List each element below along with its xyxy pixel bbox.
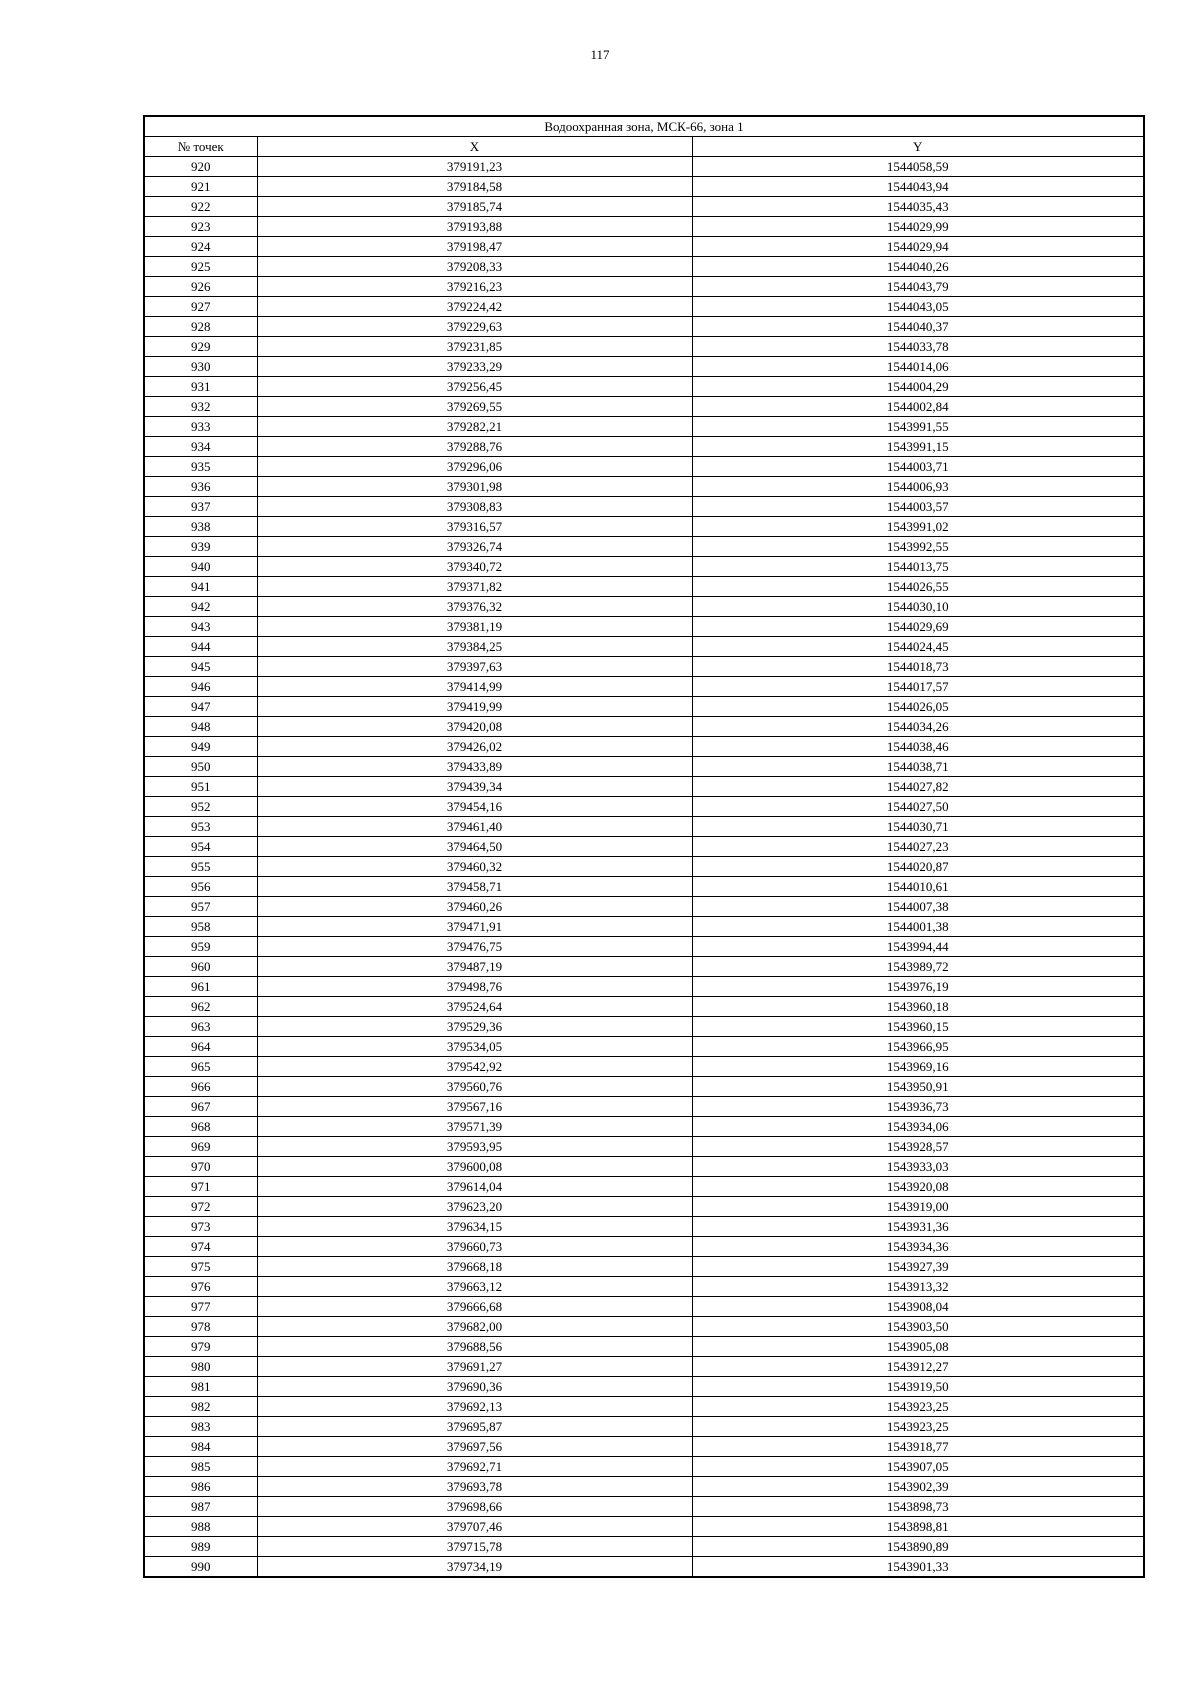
cell-x: 379208,33: [257, 257, 692, 277]
cell-y: 1544024,45: [692, 637, 1144, 657]
cell-point-number: 981: [144, 1377, 257, 1397]
cell-y: 1543913,32: [692, 1277, 1144, 1297]
cell-point-number: 937: [144, 497, 257, 517]
cell-point-number: 920: [144, 157, 257, 177]
table-row: [144, 177, 1144, 197]
cell-y: 1544026,05: [692, 697, 1144, 717]
cell-point-number: 979: [144, 1337, 257, 1357]
table-row: [144, 717, 1144, 737]
cell-x: 379623,20: [257, 1197, 692, 1217]
cell-point-number: 957: [144, 897, 257, 917]
table-row: [144, 1497, 1144, 1517]
table-row: [144, 957, 1144, 977]
cell-y: 1544027,23: [692, 837, 1144, 857]
cell-x: 379560,76: [257, 1077, 692, 1097]
table-row: [144, 517, 1144, 537]
cell-y: 1543933,03: [692, 1157, 1144, 1177]
cell-point-number: 939: [144, 537, 257, 557]
cell-y: 1543918,77: [692, 1437, 1144, 1457]
table-row: [144, 157, 1144, 177]
cell-x: 379288,76: [257, 437, 692, 457]
cell-y: 1543994,44: [692, 937, 1144, 957]
cell-y: 1543903,50: [692, 1317, 1144, 1337]
cell-y: 1544040,26: [692, 257, 1144, 277]
table-row: [144, 837, 1144, 857]
cell-point-number: 924: [144, 237, 257, 257]
cell-y: 1543898,81: [692, 1517, 1144, 1537]
cell-point-number: 977: [144, 1297, 257, 1317]
cell-y: 1543991,02: [692, 517, 1144, 537]
cell-x: 379600,08: [257, 1157, 692, 1177]
cell-point-number: 973: [144, 1217, 257, 1237]
cell-point-number: 927: [144, 297, 257, 317]
cell-x: 379308,83: [257, 497, 692, 517]
cell-point-number: 950: [144, 757, 257, 777]
table-row: [144, 897, 1144, 917]
cell-point-number: 932: [144, 397, 257, 417]
cell-point-number: 963: [144, 1017, 257, 1037]
cell-x: 379529,36: [257, 1017, 692, 1037]
table-row: [144, 217, 1144, 237]
cell-point-number: 930: [144, 357, 257, 377]
cell-point-number: 984: [144, 1437, 257, 1457]
cell-x: 379185,74: [257, 197, 692, 217]
table-row: [144, 1037, 1144, 1057]
cell-y: 1543908,04: [692, 1297, 1144, 1317]
cell-point-number: 982: [144, 1397, 257, 1417]
cell-x: 379698,66: [257, 1497, 692, 1517]
cell-point-number: 929: [144, 337, 257, 357]
table-row: [144, 1177, 1144, 1197]
table-row: [144, 1357, 1144, 1377]
table-row: [144, 1197, 1144, 1217]
cell-point-number: 968: [144, 1117, 257, 1137]
cell-point-number: 940: [144, 557, 257, 577]
cell-y: 1543912,27: [692, 1357, 1144, 1377]
cell-x: 379397,63: [257, 657, 692, 677]
table-row: [144, 1117, 1144, 1137]
cell-y: 1543928,57: [692, 1137, 1144, 1157]
cell-y: 1543991,55: [692, 417, 1144, 437]
cell-x: 379663,12: [257, 1277, 692, 1297]
cell-point-number: 949: [144, 737, 257, 757]
page-number: 117: [590, 47, 610, 62]
table-row: [144, 1457, 1144, 1477]
table-row: [144, 1077, 1144, 1097]
cell-x: 379301,98: [257, 477, 692, 497]
table-row: [144, 1137, 1144, 1157]
cell-x: 379666,68: [257, 1297, 692, 1317]
table-row: [144, 197, 1144, 217]
table-row: [144, 1557, 1144, 1578]
cell-point-number: 953: [144, 817, 257, 837]
coordinates-table: [143, 115, 1145, 1578]
cell-x: 379282,21: [257, 417, 692, 437]
cell-x: 379534,05: [257, 1037, 692, 1057]
table-row: [144, 1277, 1144, 1297]
cell-x: 379326,74: [257, 537, 692, 557]
cell-x: 379371,82: [257, 577, 692, 597]
table-row: [144, 857, 1144, 877]
cell-x: 379420,08: [257, 717, 692, 737]
cell-y: 1544007,38: [692, 897, 1144, 917]
table-row: [144, 597, 1144, 617]
cell-y: 1544030,71: [692, 817, 1144, 837]
table-row: [144, 397, 1144, 417]
table-row: [144, 1317, 1144, 1337]
table-row: [144, 1057, 1144, 1077]
cell-point-number: 945: [144, 657, 257, 677]
cell-x: 379256,45: [257, 377, 692, 397]
cell-y: 1543927,39: [692, 1257, 1144, 1277]
cell-y: 1544018,73: [692, 657, 1144, 677]
cell-point-number: 938: [144, 517, 257, 537]
table-row: [144, 497, 1144, 517]
cell-y: 1543966,95: [692, 1037, 1144, 1057]
table-row: [144, 337, 1144, 357]
cell-point-number: 965: [144, 1057, 257, 1077]
cell-x: 379224,42: [257, 297, 692, 317]
cell-x: 379460,26: [257, 897, 692, 917]
cell-point-number: 983: [144, 1417, 257, 1437]
table-row: [144, 297, 1144, 317]
cell-x: 379697,56: [257, 1437, 692, 1457]
cell-point-number: 928: [144, 317, 257, 337]
cell-x: 379296,06: [257, 457, 692, 477]
cell-point-number: 942: [144, 597, 257, 617]
cell-x: 379682,00: [257, 1317, 692, 1337]
cell-point-number: 966: [144, 1077, 257, 1097]
table-row: [144, 577, 1144, 597]
cell-point-number: 961: [144, 977, 257, 997]
table-row: [144, 1217, 1144, 1237]
cell-x: 379695,87: [257, 1417, 692, 1437]
cell-point-number: 944: [144, 637, 257, 657]
cell-x: 379376,32: [257, 597, 692, 617]
cell-point-number: 970: [144, 1157, 257, 1177]
table-row: [144, 1337, 1144, 1357]
cell-point-number: 925: [144, 257, 257, 277]
cell-y: 1544033,78: [692, 337, 1144, 357]
cell-y: 1544003,71: [692, 457, 1144, 477]
table-row: [144, 557, 1144, 577]
cell-point-number: 921: [144, 177, 257, 197]
cell-y: 1544010,61: [692, 877, 1144, 897]
cell-y: 1543905,08: [692, 1337, 1144, 1357]
cell-x: 379229,63: [257, 317, 692, 337]
cell-y: 1544027,82: [692, 777, 1144, 797]
cell-y: 1543976,19: [692, 977, 1144, 997]
cell-y: 1544038,71: [692, 757, 1144, 777]
cell-y: 1544040,37: [692, 317, 1144, 337]
cell-point-number: 943: [144, 617, 257, 637]
table-row: [144, 737, 1144, 757]
cell-x: 379461,40: [257, 817, 692, 837]
cell-y: 1543907,05: [692, 1457, 1144, 1477]
table-row: [144, 917, 1144, 937]
table-row: [144, 1237, 1144, 1257]
table-row: [144, 437, 1144, 457]
cell-y: 1543898,73: [692, 1497, 1144, 1517]
table-row: [144, 237, 1144, 257]
cell-y: 1543923,25: [692, 1397, 1144, 1417]
cell-x: 379419,99: [257, 697, 692, 717]
table-header-row: [144, 137, 1144, 157]
cell-point-number: 952: [144, 797, 257, 817]
cell-x: 379498,76: [257, 977, 692, 997]
cell-point-number: 972: [144, 1197, 257, 1217]
cell-point-number: 987: [144, 1497, 257, 1517]
cell-y: 1544043,94: [692, 177, 1144, 197]
cell-y: 1543992,55: [692, 537, 1144, 557]
cell-y: 1543931,36: [692, 1217, 1144, 1237]
cell-x: 379715,78: [257, 1537, 692, 1557]
cell-y: 1543919,00: [692, 1197, 1144, 1217]
cell-x: 379458,71: [257, 877, 692, 897]
cell-point-number: 922: [144, 197, 257, 217]
cell-point-number: 948: [144, 717, 257, 737]
table-title-row: [144, 116, 1144, 137]
cell-point-number: 923: [144, 217, 257, 237]
cell-y: 1543989,72: [692, 957, 1144, 977]
cell-y: 1544058,59: [692, 157, 1144, 177]
table-row: [144, 877, 1144, 897]
table-row: [144, 277, 1144, 297]
table-row: [144, 1257, 1144, 1277]
cell-x: 379692,71: [257, 1457, 692, 1477]
table-row: [144, 1157, 1144, 1177]
cell-y: 1543960,18: [692, 997, 1144, 1017]
cell-y: 1544004,29: [692, 377, 1144, 397]
table-row: [144, 537, 1144, 557]
header-x: X: [257, 137, 692, 157]
cell-y: 1543960,15: [692, 1017, 1144, 1037]
table-row: [144, 1537, 1144, 1557]
cell-point-number: 946: [144, 677, 257, 697]
cell-x: 379198,47: [257, 237, 692, 257]
cell-x: 379693,78: [257, 1477, 692, 1497]
cell-y: 1544030,10: [692, 597, 1144, 617]
cell-point-number: 960: [144, 957, 257, 977]
cell-x: 379571,39: [257, 1117, 692, 1137]
cell-point-number: 954: [144, 837, 257, 857]
cell-y: 1543950,91: [692, 1077, 1144, 1097]
cell-x: 379340,72: [257, 557, 692, 577]
cell-x: 379316,57: [257, 517, 692, 537]
cell-point-number: 933: [144, 417, 257, 437]
table-row: [144, 377, 1144, 397]
cell-y: 1543934,06: [692, 1117, 1144, 1137]
cell-y: 1543969,16: [692, 1057, 1144, 1077]
cell-y: 1544029,99: [692, 217, 1144, 237]
cell-x: 379690,36: [257, 1377, 692, 1397]
cell-x: 379668,18: [257, 1257, 692, 1277]
cell-point-number: 969: [144, 1137, 257, 1157]
cell-y: 1543901,33: [692, 1557, 1144, 1578]
cell-x: 379487,19: [257, 957, 692, 977]
table-row: [144, 417, 1144, 437]
cell-x: 379460,32: [257, 857, 692, 877]
cell-point-number: 936: [144, 477, 257, 497]
cell-x: 379692,13: [257, 1397, 692, 1417]
cell-x: 379414,99: [257, 677, 692, 697]
cell-point-number: 985: [144, 1457, 257, 1477]
cell-y: 1544027,50: [692, 797, 1144, 817]
cell-x: 379734,19: [257, 1557, 692, 1578]
cell-x: 379384,25: [257, 637, 692, 657]
cell-point-number: 989: [144, 1537, 257, 1557]
cell-point-number: 980: [144, 1357, 257, 1377]
table-row: [144, 357, 1144, 377]
table-row: [144, 817, 1144, 837]
cell-point-number: 956: [144, 877, 257, 897]
cell-point-number: 959: [144, 937, 257, 957]
table-title: Водоохранная зона, МСК-66, зона 1: [144, 116, 1144, 137]
table-row: [144, 977, 1144, 997]
table-row: [144, 317, 1144, 337]
cell-x: 379184,58: [257, 177, 692, 197]
cell-point-number: 958: [144, 917, 257, 937]
cell-point-number: 926: [144, 277, 257, 297]
table-row: [144, 697, 1144, 717]
cell-x: 379193,88: [257, 217, 692, 237]
cell-x: 379454,16: [257, 797, 692, 817]
table-row: [144, 997, 1144, 1017]
cell-point-number: 990: [144, 1557, 257, 1578]
table-row: [144, 1417, 1144, 1437]
cell-x: 379524,64: [257, 997, 692, 1017]
cell-point-number: 988: [144, 1517, 257, 1537]
cell-point-number: 934: [144, 437, 257, 457]
table-row: [144, 1477, 1144, 1497]
cell-point-number: 951: [144, 777, 257, 797]
cell-x: 379471,91: [257, 917, 692, 937]
cell-y: 1543991,15: [692, 437, 1144, 457]
table-row: [144, 797, 1144, 817]
cell-point-number: 931: [144, 377, 257, 397]
cell-y: 1544026,55: [692, 577, 1144, 597]
cell-y: 1544006,93: [692, 477, 1144, 497]
cell-y: 1543902,39: [692, 1477, 1144, 1497]
cell-x: 379464,50: [257, 837, 692, 857]
cell-x: 379426,02: [257, 737, 692, 757]
cell-x: 379476,75: [257, 937, 692, 957]
cell-y: 1543934,36: [692, 1237, 1144, 1257]
cell-x: 379660,73: [257, 1237, 692, 1257]
table-row: [144, 777, 1144, 797]
table-row: [144, 617, 1144, 637]
cell-y: 1544001,38: [692, 917, 1144, 937]
cell-y: 1544020,87: [692, 857, 1144, 877]
cell-x: 379707,46: [257, 1517, 692, 1537]
table-row: [144, 1517, 1144, 1537]
cell-y: 1544003,57: [692, 497, 1144, 517]
cell-y: 1544043,79: [692, 277, 1144, 297]
cell-y: 1544029,69: [692, 617, 1144, 637]
cell-y: 1544017,57: [692, 677, 1144, 697]
table-row: [144, 1097, 1144, 1117]
cell-x: 379634,15: [257, 1217, 692, 1237]
cell-x: 379614,04: [257, 1177, 692, 1197]
cell-x: 379688,56: [257, 1337, 692, 1357]
cell-point-number: 964: [144, 1037, 257, 1057]
cell-y: 1543923,25: [692, 1417, 1144, 1437]
table-row: [144, 477, 1144, 497]
cell-x: 379433,89: [257, 757, 692, 777]
cell-point-number: 967: [144, 1097, 257, 1117]
header-point-number: № точек: [144, 137, 257, 157]
cell-x: 379567,16: [257, 1097, 692, 1117]
table-row: [144, 257, 1144, 277]
table-row: [144, 637, 1144, 657]
table-row: [144, 1017, 1144, 1037]
cell-point-number: 974: [144, 1237, 257, 1257]
cell-y: 1544043,05: [692, 297, 1144, 317]
cell-point-number: 978: [144, 1317, 257, 1337]
table-row: [144, 657, 1144, 677]
cell-x: 379691,27: [257, 1357, 692, 1377]
cell-x: 379269,55: [257, 397, 692, 417]
cell-x: 379542,92: [257, 1057, 692, 1077]
cell-x: 379381,19: [257, 617, 692, 637]
header-y: Y: [692, 137, 1144, 157]
cell-point-number: 947: [144, 697, 257, 717]
cell-x: 379216,23: [257, 277, 692, 297]
table-row: [144, 1297, 1144, 1317]
cell-y: 1544014,06: [692, 357, 1144, 377]
table-row: [144, 1437, 1144, 1457]
cell-point-number: 975: [144, 1257, 257, 1277]
cell-y: 1543936,73: [692, 1097, 1144, 1117]
cell-y: 1543890,89: [692, 1537, 1144, 1557]
cell-point-number: 935: [144, 457, 257, 477]
cell-point-number: 941: [144, 577, 257, 597]
cell-y: 1544013,75: [692, 557, 1144, 577]
table-row: [144, 757, 1144, 777]
cell-y: 1544029,94: [692, 237, 1144, 257]
table-row: [144, 677, 1144, 697]
cell-y: 1543920,08: [692, 1177, 1144, 1197]
cell-x: 379593,95: [257, 1137, 692, 1157]
cell-y: 1544034,26: [692, 717, 1144, 737]
table-row: [144, 1377, 1144, 1397]
cell-y: 1544002,84: [692, 397, 1144, 417]
cell-point-number: 986: [144, 1477, 257, 1497]
cell-x: 379233,29: [257, 357, 692, 377]
cell-y: 1544038,46: [692, 737, 1144, 757]
cell-x: 379191,23: [257, 157, 692, 177]
table-row: [144, 457, 1144, 477]
cell-y: 1544035,43: [692, 197, 1144, 217]
table-row: [144, 937, 1144, 957]
cell-point-number: 962: [144, 997, 257, 1017]
cell-x: 379231,85: [257, 337, 692, 357]
cell-point-number: 971: [144, 1177, 257, 1197]
cell-point-number: 976: [144, 1277, 257, 1297]
cell-y: 1543919,50: [692, 1377, 1144, 1397]
cell-point-number: 955: [144, 857, 257, 877]
cell-x: 379439,34: [257, 777, 692, 797]
table-row: [144, 1397, 1144, 1417]
